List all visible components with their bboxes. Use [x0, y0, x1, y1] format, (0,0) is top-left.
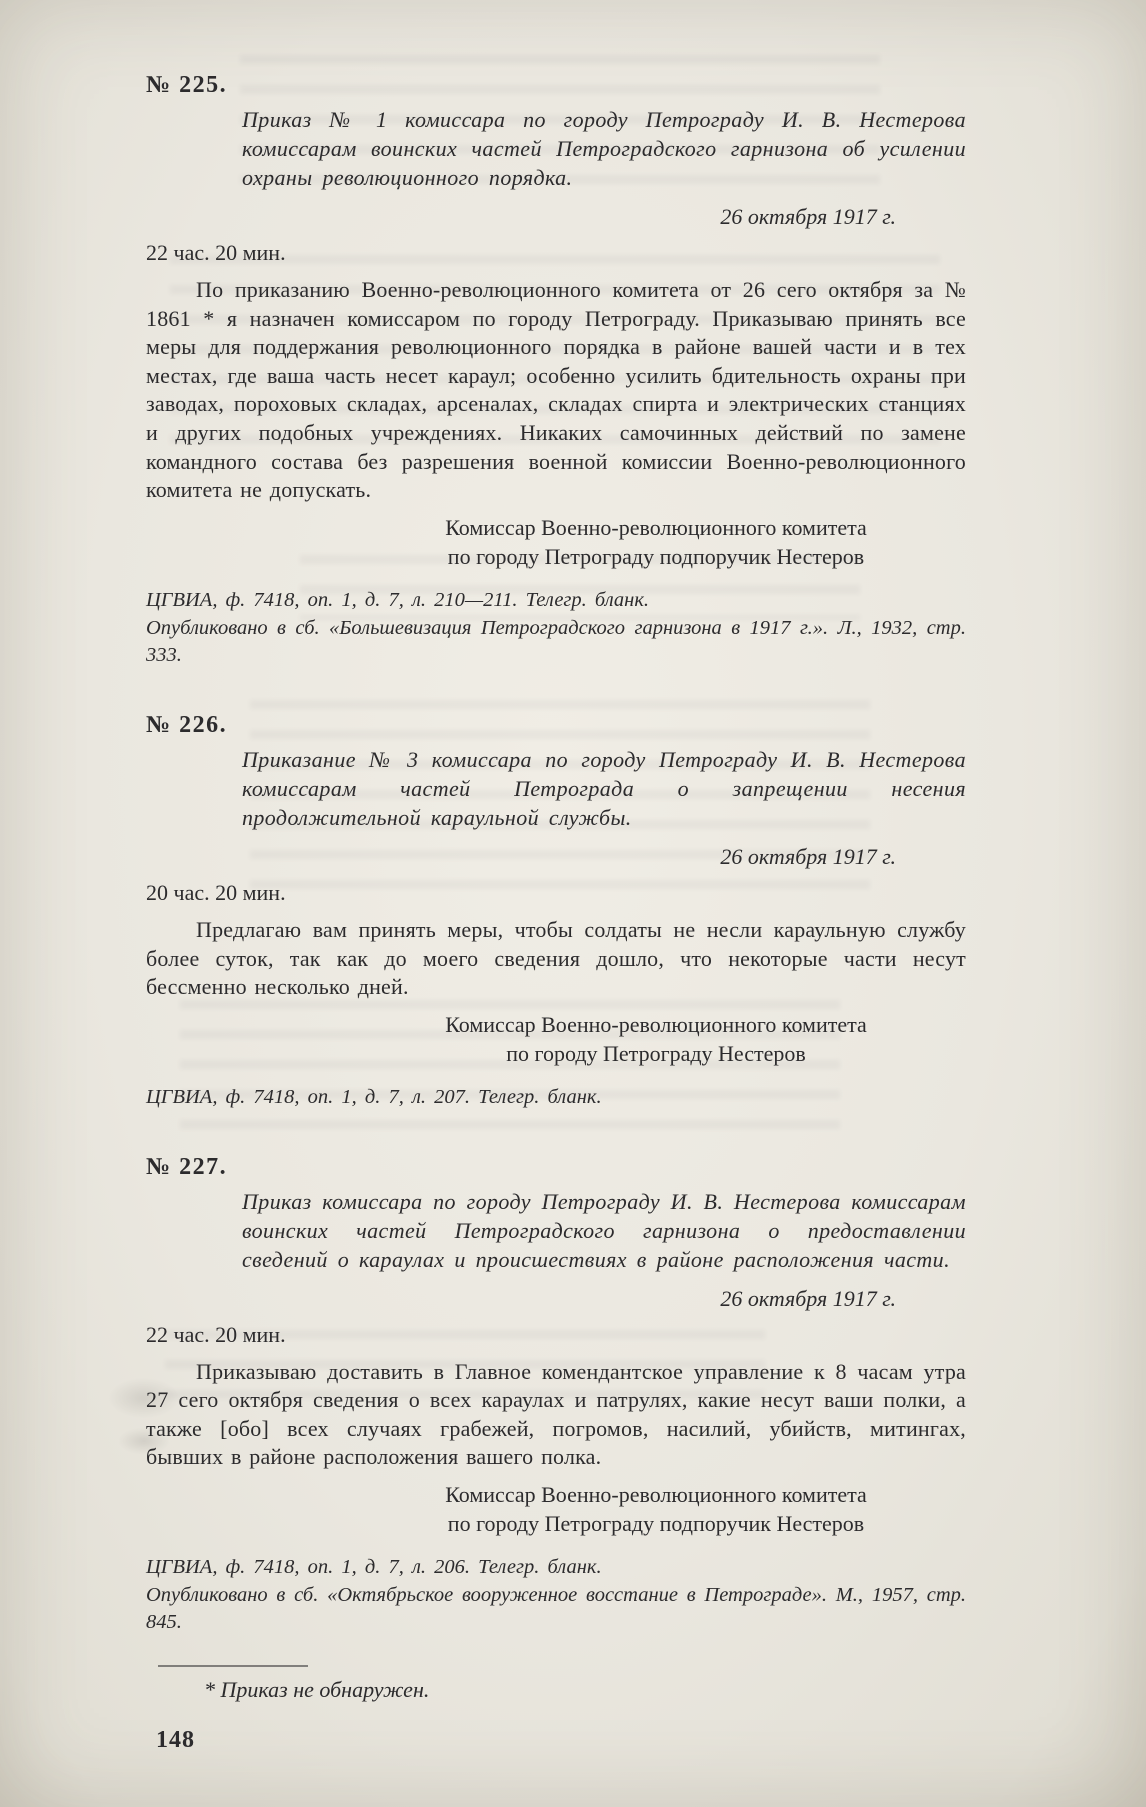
- archival-reference-line: ЦГВИА, ф. 7418, оп. 1, д. 7, л. 206. Телегр. бланк.: [146, 1556, 602, 1579]
- archival-reference-line: ЦГВИА, ф. 7418, оп. 1, д. 7, л. 207. Телегр. бланк.: [146, 1085, 602, 1108]
- page-number: 148: [156, 1727, 195, 1754]
- document-226: [146, 712, 966, 1112]
- signature-line: Комиссар Военно-революционного комитета: [445, 1011, 867, 1037]
- signature-block: [346, 513, 966, 571]
- document-date: 26 октября 1917 г.: [720, 844, 896, 870]
- document-date: 26 октября 1917 г.: [720, 1285, 896, 1311]
- footnote-separator: [158, 1665, 308, 1667]
- signature-line: по городу Петрограду Нестеров: [506, 1040, 806, 1066]
- document-number: № 225.: [146, 72, 228, 98]
- signature-block: [346, 1480, 966, 1538]
- document-paragraph: Приказываю доставить в Главное комендантское управление к 8 часам утра 27 сего октября сведения о всех караулах и патрулях, какие несут ваши полки, а также [обо] всех случаях грабежей, погромов, насилий, убийств, митингах, бывших в районе расположения вашего полка.: [146, 1358, 966, 1470]
- signature-block: [346, 1010, 966, 1068]
- document-title: Приказание № 3 комиссара по городу Петрограду И. В. Нестерова комиссарам частей Петрограда о запрещении несения продолжительной караульной службы.: [242, 746, 966, 830]
- document-time: 22 час. 20 мин.: [146, 240, 286, 266]
- archival-reference: [146, 587, 966, 670]
- document-number: № 226.: [146, 711, 228, 738]
- document-227: [146, 1154, 966, 1638]
- document-paragraph: Предлагаю вам принять меры, чтобы солдаты не несли караульную службу более суток, так как до моего сведения дошло, что некоторые части несут бессменно несколько дней.: [146, 917, 966, 1000]
- archival-reference-line: ЦГВИА, ф. 7418, оп. 1, д. 7, л. 210—211. Телегр. бланк.: [146, 588, 650, 611]
- archival-reference: [146, 1084, 966, 1112]
- document-paragraph: По приказанию Военно-революционного комитета от 26 сего октября за № 1861 * я назначен комиссаром по городу Петрограду. Приказываю принять все меры для поддержания революционного порядка в районе вашей части и в тех местах, где ваша часть несет караул; особенно усилить бдительность охраны при заводах, пороховых складах, арсеналах, складах спирта и электрических станциях и других подобных учреждениях. Никаких самочинных действий по замене командного состава без разрешения военной комиссии Военно-революционного комитета не допускать.: [146, 277, 966, 503]
- document-number: № 227.: [146, 1153, 228, 1180]
- document-title: Приказ № 1 комиссара по городу Петрограду И. В. Нестерова комиссарам воинских частей Петроградского гарнизона об усилении охраны революционного порядка.: [242, 107, 966, 191]
- publication-reference-line: Опубликовано в сб. «Большевизация Петроградского гарнизона в 1917 г.». Л., 1932, стр. 333.: [146, 616, 966, 667]
- document-225: [146, 72, 966, 670]
- archival-reference: [146, 1554, 966, 1637]
- signature-line: Комиссар Военно-революционного комитета: [445, 514, 867, 540]
- footnote: * Приказ не обнаружен.: [204, 1677, 430, 1703]
- document-date: 26 октября 1917 г.: [720, 204, 896, 230]
- page-content: [146, 72, 966, 1754]
- signature-line: по городу Петрограду подпоручик Нестеров: [447, 1511, 865, 1537]
- document-time: 22 час. 20 мин.: [146, 1321, 286, 1347]
- document-time: 20 час. 20 мин.: [146, 880, 286, 906]
- signature-line: Комиссар Военно-революционного комитета: [445, 1482, 867, 1507]
- publication-reference-line: Опубликовано в сб. «Октябрьское вооруженное восстание в Петрограде». М., 1957, стр. 845.: [146, 1583, 966, 1634]
- signature-line: по городу Петрограду подпоручик Нестеров: [447, 543, 865, 569]
- document-title: Приказ комиссара по городу Петрограду И. В. Нестерова комиссарам воинских частей Петроградского гарнизона о предоставлении сведений о караулах и происшествиях в районе расположения части.: [242, 1188, 966, 1272]
